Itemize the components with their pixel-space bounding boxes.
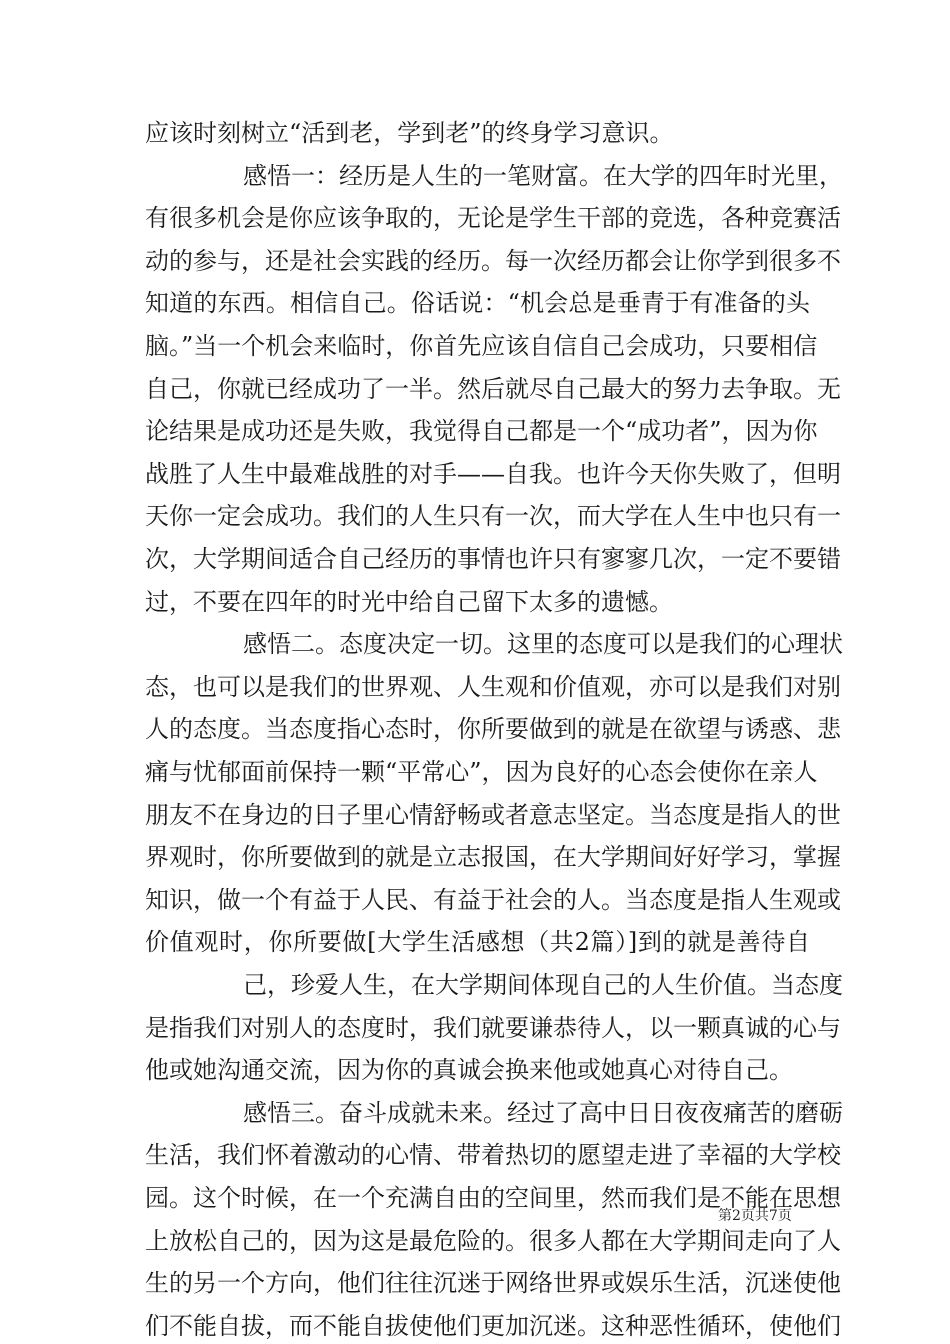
paragraph-heading-line: 感悟一：经历是人生的一笔财富。在大学的四年时光里， [243,162,843,190]
text-line: 脑。”当一个机会来临时，你首先应该自信自己会成功，只要相信 [145,332,818,360]
text-line: 知识，做一个有益于人民、有益于社会的人。当态度是指人生观或 [145,886,841,914]
text-line: 态，也可以是我们的世界观、人生观和价值观，亦可以是我们对别 [145,673,841,701]
text-line: 生的另一个方向，他们往往沉迷于网络世界或娱乐生活，沉迷使他 [145,1269,841,1297]
text-line: 园。这个时候，在一个充满自由的空间里，然而我们是不能在思想 [145,1184,841,1212]
text-line: 们不能自拔，而不能自拔使他们更加沉迷。这种恶性循环，使他们 [145,1312,841,1340]
text-line: 上放松自己的，因为这是最危险的。很多人都在大学期间走向了人 [145,1227,841,1255]
text-line: 论结果是成功还是失败，我觉得自己都是一个“成功者”，因为你 [145,417,818,445]
text-line: 动的参与，还是社会实践的经历。每一次经历都会让你学到很多不 [145,247,841,275]
text-line: 他或她沟通交流，因为你的真诚会换来他或她真心对待自己。 [145,1056,793,1084]
text-line: 次，大学期间适合自己经历的事情也许只有寥寥几次，一定不要错 [145,545,841,573]
text-line: 战胜了人生中最难战胜的对手——自我。也许今天你失败了，但明 [145,460,841,488]
text-line: 界观时，你所要做到的就是立志报国，在大学期间好好学习，掌握 [145,843,841,871]
page-number-footer: 第2页共7页 [718,1208,792,1224]
text-line: 自己，你就已经成功了一半。然后就尽自己最大的努力去争取。无 [145,375,841,403]
text-line: 价值观时，你所要做[大学生活感想（共2篇）]到的就是善待自 [145,928,810,956]
text-line: 己，珍爱人生，在大学期间体现自己的人生价值。当态度 [243,971,843,999]
paragraph-heading-line: 感悟三。奋斗成就未来。经过了高中日日夜夜痛苦的磨砺 [243,1099,843,1127]
text-line: 知道的东西。相信自己。俗话说：“机会总是垂青于有准备的头 [145,289,810,317]
text-line: 天你一定会成功。我们的人生只有一次，而大学在人生中也只有一 [145,502,841,530]
text-line: 应该时刻树立“活到老，学到老”的终身学习意识。 [145,119,674,147]
text-line: 人的态度。当态度指心态时，你所要做到的就是在欲望与诱惑、悲 [145,715,841,743]
text-line: 过，不要在四年的时光中给自己留下太多的遗憾。 [145,588,673,616]
text-line: 生活，我们怀着激动的心情、带着热切的愿望走进了幸福的大学校 [145,1141,841,1169]
text-line: 是指我们对别人的态度时，我们就要谦恭待人，以一颗真诚的心与 [145,1014,841,1042]
paragraph-heading-line: 感悟二。态度决定一切。这里的态度可以是我们的心理状 [243,630,843,658]
text-line: 朋友不在身边的日子里心情舒畅或者意志坚定。当态度是指人的世 [145,801,841,829]
text-line: 痛与忧郁面前保持一颗“平常心”，因为良好的心态会使你在亲人 [145,758,818,786]
text-line: 有很多机会是你应该争取的，无论是学生干部的竞选，各种竞赛活 [145,204,841,232]
